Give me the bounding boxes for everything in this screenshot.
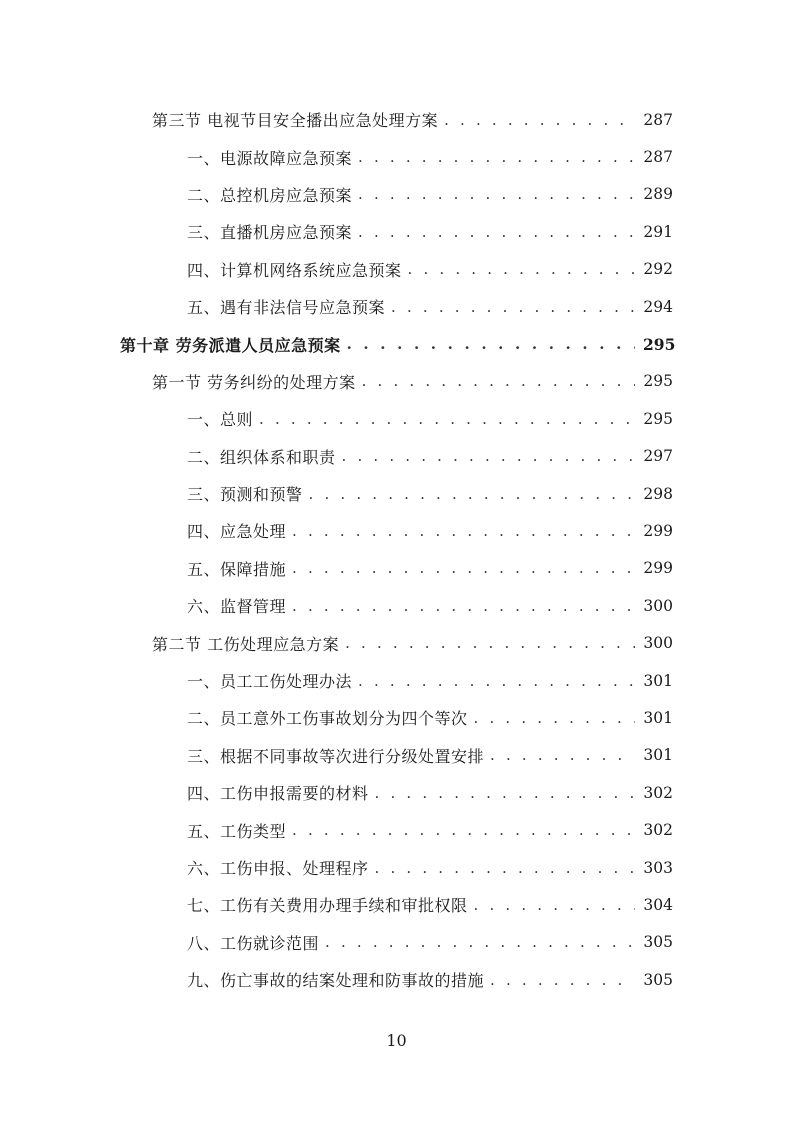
dot-leader — [292, 559, 635, 577]
toc-entry[interactable] — [0, 961, 793, 998]
toc-entry-label: 第三节 电视节目安全播出应急处理方案 — [152, 111, 439, 131]
dot-leader — [362, 372, 635, 390]
toc-entry[interactable] — [0, 624, 793, 661]
toc-entry[interactable] — [0, 886, 793, 923]
toc-entry-label: 七、工伤有关费用办理手续和审批权限 — [187, 896, 468, 916]
toc-entry[interactable] — [0, 325, 793, 362]
toc-entry[interactable] — [0, 101, 793, 138]
toc-entry-page: 301 — [643, 746, 673, 765]
toc-entry[interactable] — [0, 737, 793, 774]
toc-entry[interactable] — [0, 512, 793, 549]
toc-entry-label: 六、监督管理 — [187, 597, 287, 617]
toc-entry-page: 289 — [643, 185, 673, 204]
toc-entry[interactable] — [0, 251, 793, 288]
dot-leader — [444, 111, 635, 129]
toc-entry-label: 三、预测和预警 — [187, 485, 303, 505]
dot-leader — [292, 821, 635, 839]
dot-leader — [325, 933, 635, 951]
toc-entry-page: 299 — [643, 559, 673, 578]
toc-entry-page: 300 — [643, 634, 673, 653]
toc-entry[interactable] — [0, 363, 793, 400]
toc-entry-label: 一、电源故障应急预案 — [187, 148, 353, 168]
toc-entry[interactable] — [0, 924, 793, 961]
dot-leader — [358, 148, 635, 166]
toc-entry-page: 292 — [643, 260, 673, 279]
dot-leader — [309, 485, 635, 503]
dot-leader — [375, 784, 635, 802]
toc-entry[interactable] — [0, 400, 793, 437]
toc-entry-label: 第一节 劳务纠纷的处理方案 — [152, 372, 356, 392]
toc-entry[interactable] — [0, 587, 793, 624]
table-of-contents — [0, 101, 793, 998]
dot-leader — [358, 185, 635, 203]
toc-entry-label: 一、总则 — [187, 410, 254, 430]
dot-leader — [408, 260, 635, 278]
toc-entry[interactable] — [0, 213, 793, 250]
toc-entry-label: 八、工伤就诊范围 — [187, 933, 320, 953]
dot-leader — [490, 971, 635, 989]
toc-entry-label: 第二节 工伤处理应急方案 — [152, 634, 340, 654]
toc-entry[interactable] — [0, 699, 793, 736]
toc-entry[interactable] — [0, 288, 793, 325]
toc-entry[interactable] — [0, 811, 793, 848]
toc-entry-label: 六、工伤申报、处理程序 — [187, 859, 369, 878]
toc-entry-page: 301 — [643, 671, 673, 690]
toc-entry-label: 一、员工工伤处理办法 — [187, 672, 353, 692]
toc-entry-label: 四、工伤申报需要的材料 — [187, 784, 369, 804]
toc-entry-page: 287 — [643, 148, 673, 167]
toc-entry-label: 二、总控机房应急预案 — [187, 185, 353, 205]
toc-entry-page: 299 — [643, 521, 673, 540]
dot-leader — [358, 672, 635, 690]
toc-entry[interactable] — [0, 662, 793, 699]
toc-entry-label: 二、员工意外工伤事故划分为四个等次 — [187, 709, 468, 729]
dot-leader — [375, 859, 635, 877]
toc-entry[interactable] — [0, 138, 793, 175]
dot-leader — [292, 597, 635, 615]
toc-entry[interactable] — [0, 774, 793, 811]
dot-leader — [259, 410, 635, 428]
toc-entry-page: 294 — [643, 297, 673, 316]
toc-entry[interactable] — [0, 849, 793, 886]
toc-entry-label: 四、计算机网络系统应急预案 — [187, 260, 402, 280]
toc-entry[interactable] — [0, 176, 793, 213]
toc-entry-label: 五、遇有非法信号应急预案 — [187, 298, 386, 318]
toc-entry-page: 301 — [643, 708, 673, 727]
toc-entry[interactable] — [0, 550, 793, 587]
toc-entry-page: 300 — [643, 596, 673, 615]
toc-entry-label: 二、组织体系和职责 — [187, 447, 336, 467]
toc-entry-page: 287 — [643, 110, 673, 129]
dot-leader — [292, 522, 635, 540]
toc-entry-page: 303 — [643, 858, 673, 877]
toc-entry-page: 304 — [643, 895, 673, 914]
toc-entry-label: 三、根据不同事故等次进行分级处置安排 — [187, 746, 485, 766]
dot-leader — [342, 447, 635, 465]
toc-entry[interactable] — [0, 438, 793, 475]
dot-leader — [474, 709, 635, 727]
toc-entry-page: 297 — [643, 447, 673, 466]
dot-leader — [345, 634, 635, 652]
toc-entry-page: 295 — [643, 334, 676, 354]
toc-entry-label: 四、应急处理 — [187, 522, 287, 542]
toc-entry-page: 302 — [643, 821, 673, 840]
toc-entry-label: 三、直播机房应急预案 — [187, 223, 353, 243]
toc-entry[interactable] — [0, 475, 793, 512]
toc-entry-label: 九、伤亡事故的结案处理和防事故的措施 — [187, 971, 485, 991]
toc-entry-label: 五、保障措施 — [187, 559, 287, 579]
dot-leader — [490, 746, 635, 764]
toc-entry-page: 295 — [643, 372, 673, 391]
toc-entry-page: 295 — [643, 409, 673, 428]
dot-leader — [358, 223, 635, 241]
toc-entry-page: 305 — [643, 933, 673, 952]
toc-entry-page: 298 — [643, 484, 673, 503]
dot-leader — [347, 335, 635, 353]
toc-entry-label: 五、工伤类型 — [187, 821, 287, 841]
dot-leader — [474, 896, 635, 914]
page-number: 10 — [386, 1031, 407, 1050]
toc-entry-label: 第十章 劳务派遣人员应急预案 — [120, 335, 341, 355]
toc-entry-page: 291 — [643, 222, 673, 241]
dot-leader — [391, 298, 635, 316]
toc-entry-page: 302 — [643, 783, 673, 802]
toc-entry-page: 305 — [643, 970, 673, 989]
